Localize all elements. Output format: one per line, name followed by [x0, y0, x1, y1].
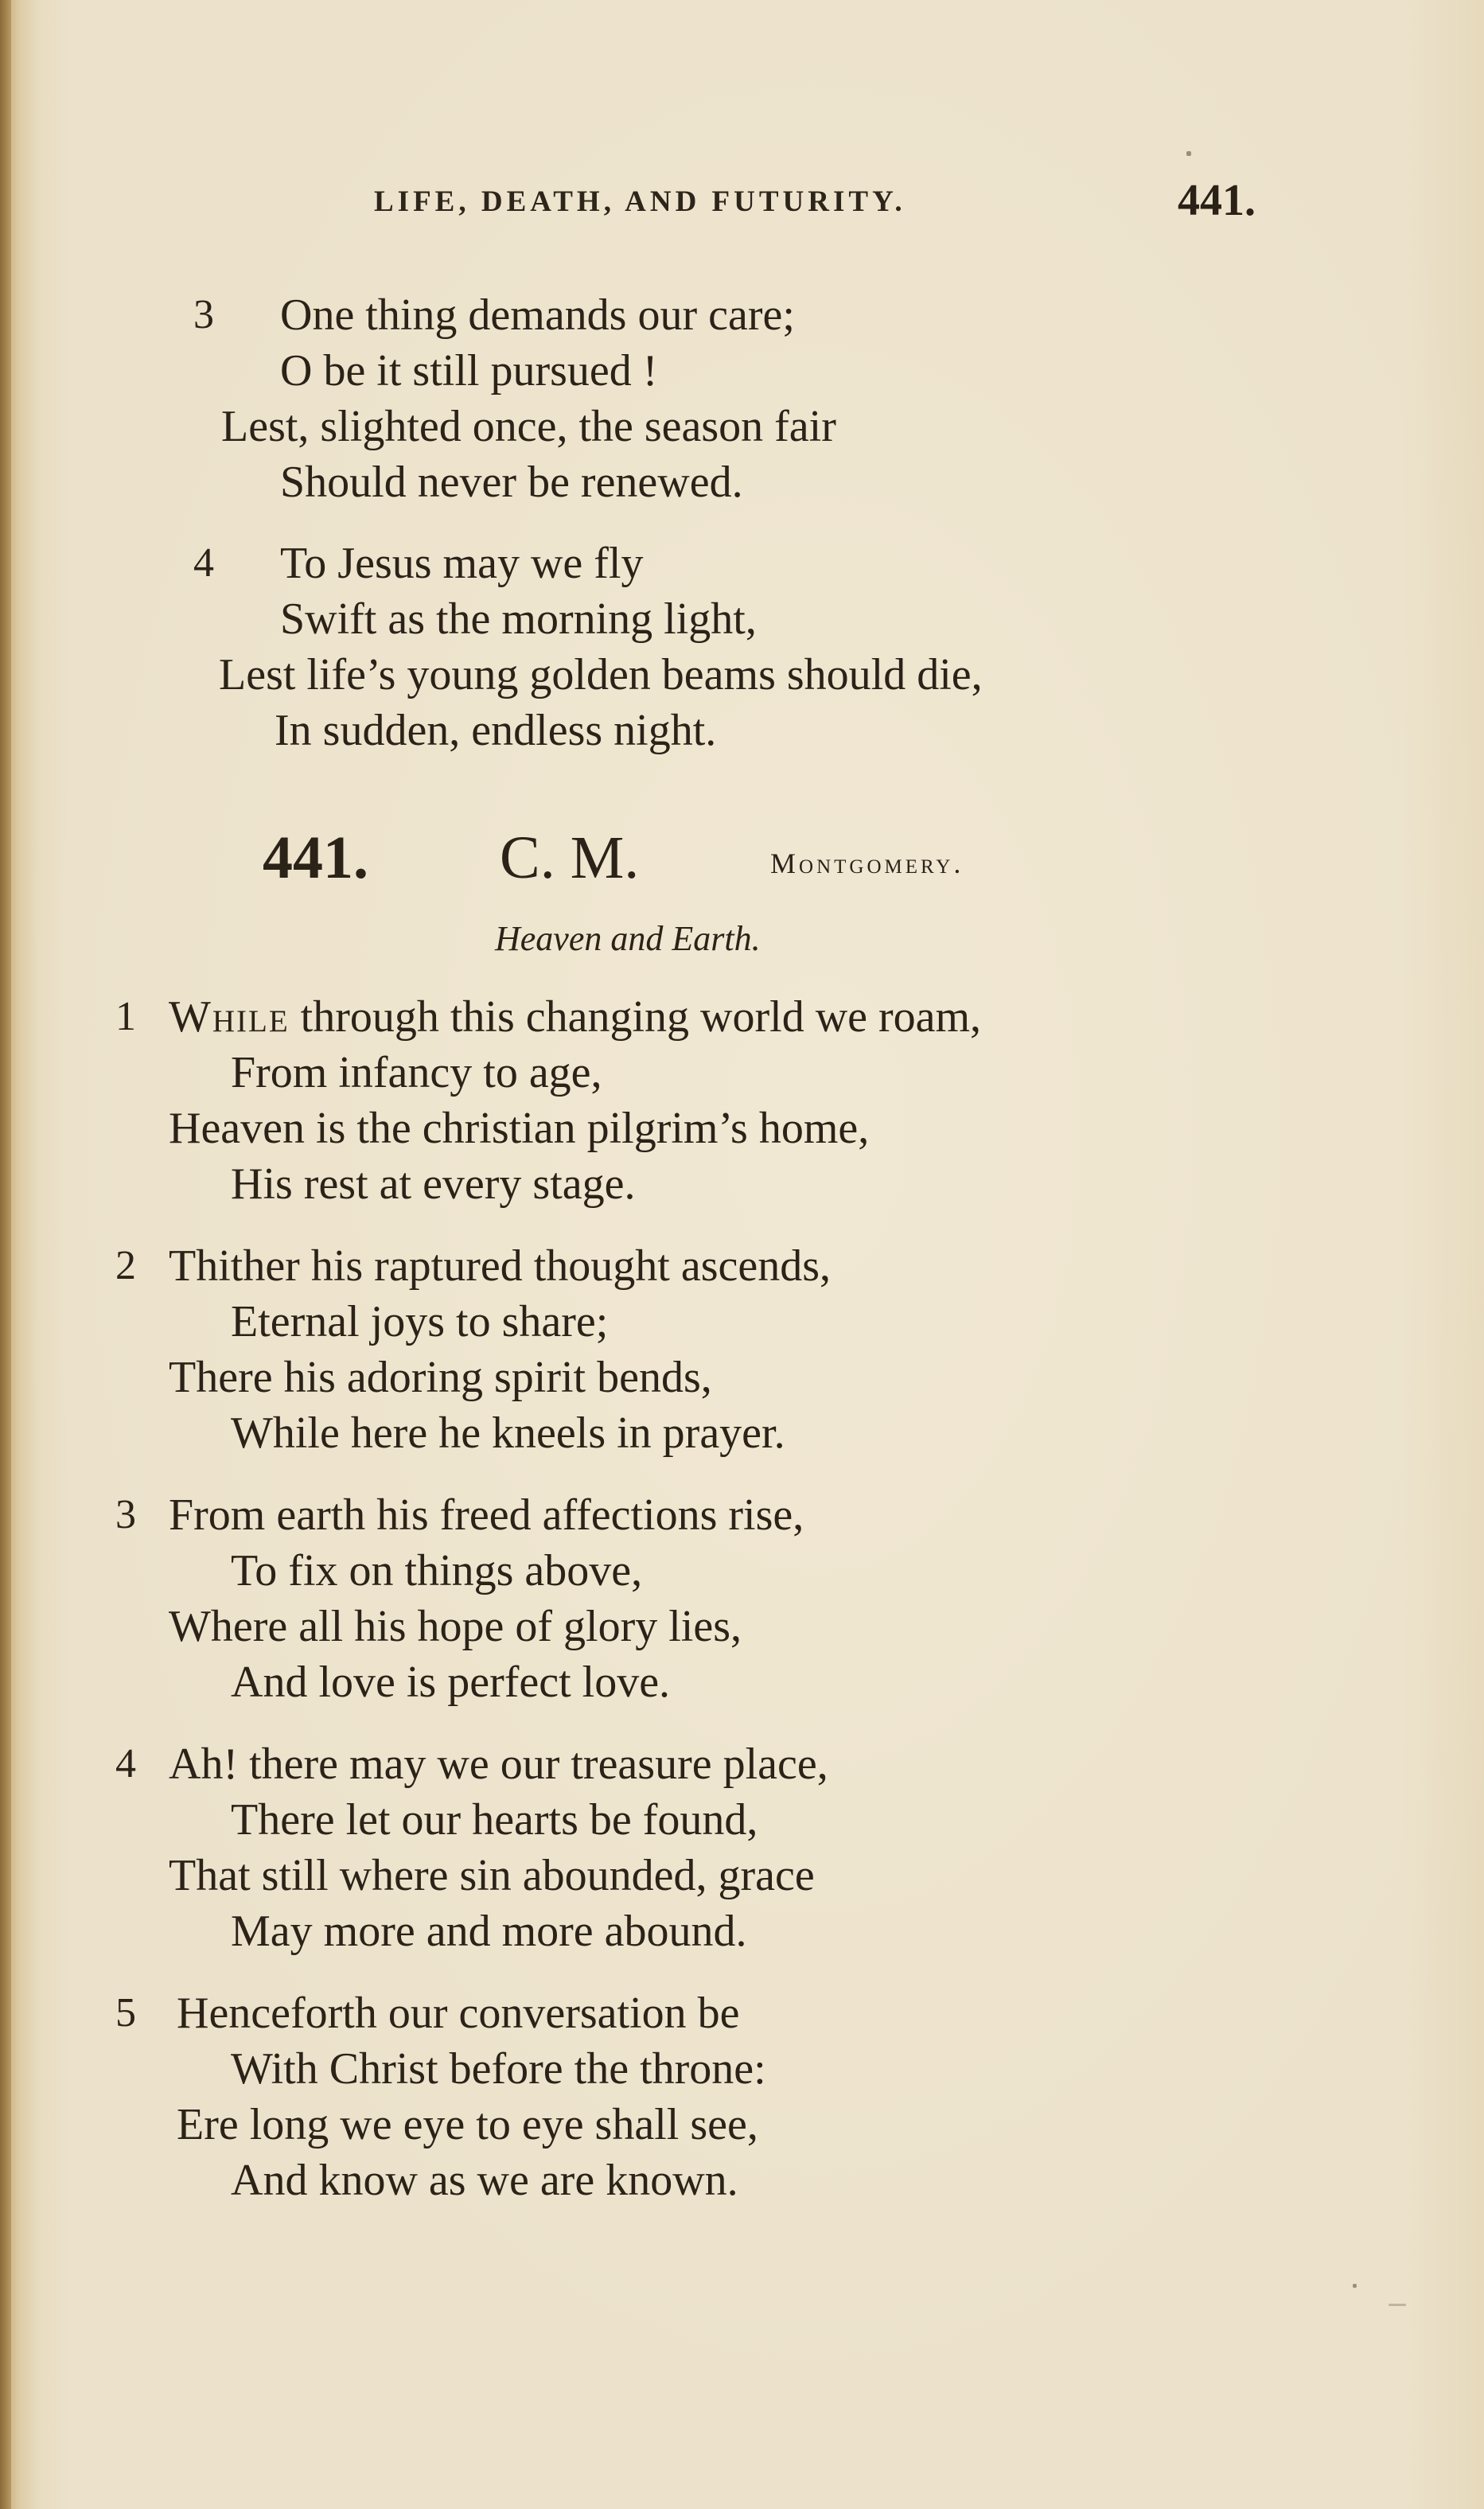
- stanza-number: 4: [193, 540, 214, 586]
- verse-line: To Jesus may we fly: [280, 539, 644, 588]
- stanza-number: 2: [115, 1243, 136, 1288]
- verse-line: There let our hearts be found,: [231, 1795, 758, 1845]
- verse-line: With Christ before the throne:: [231, 2044, 766, 2094]
- verse-line: Should never be renewed.: [280, 458, 743, 507]
- verse-line: Where all his hope of glory lies,: [169, 1602, 742, 1651]
- verse-line: One thing demands our care;: [280, 290, 795, 340]
- verse-line: Ah! there may we our treasure place,: [169, 1740, 828, 1789]
- first-word: While: [169, 992, 290, 1042]
- hymn-number: 441.: [263, 824, 368, 891]
- stanza-number: 4: [115, 1741, 136, 1786]
- stanza-number: 5: [115, 1990, 136, 2036]
- hymn-author: Montgomery.: [770, 847, 964, 879]
- stanza-number: 1: [115, 994, 136, 1039]
- verse-line: Lest life’s young golden beams should die,: [219, 650, 983, 699]
- stanza-number: 3: [193, 292, 214, 337]
- verse-line: Swift as the morning light,: [280, 594, 757, 644]
- stanza-number: 3: [115, 1492, 136, 1537]
- verse-line: Ere long we eye to eye shall see,: [177, 2100, 758, 2149]
- verse-line: May more and more abound.: [231, 1907, 747, 1956]
- verse-line: There his adoring spirit bends,: [169, 1353, 712, 1402]
- verse-line: Heaven is the christian pilgrim’s home,: [169, 1104, 870, 1153]
- page-number: 441.: [1178, 176, 1256, 225]
- verse-line: Henceforth our conversation be: [177, 1989, 740, 2038]
- paper-speck: [1353, 2284, 1357, 2288]
- verse-line: His rest at every stage.: [231, 1159, 636, 1209]
- verse-line: From earth his freed affections rise,: [169, 1490, 804, 1540]
- verse-line: That still where sin abounded, grace: [169, 1851, 815, 1900]
- hymn-subtitle: Heaven and Earth.: [495, 919, 761, 958]
- verse-line: From infancy to age,: [231, 1048, 602, 1097]
- paper-speck: [1389, 2304, 1406, 2306]
- verse-line: And know as we are known.: [231, 2156, 738, 2205]
- binding-edge: [0, 0, 11, 2509]
- running-head: LIFE, DEATH, AND FUTURITY.: [374, 185, 906, 218]
- verse-line-rest: through this changing world we roam,: [289, 992, 982, 1042]
- verse-line: While here he kneels in prayer.: [231, 1408, 785, 1458]
- verse-line: And love is perfect love.: [231, 1658, 671, 1707]
- verse-line: Lest, slighted once, the season fair: [221, 402, 836, 451]
- verse-line: To fix on things above,: [231, 1546, 643, 1595]
- verse-line: O be it still pursued !: [280, 346, 658, 395]
- verse-line: In sudden, endless night.: [275, 706, 717, 755]
- verse-line: Eternal joys to share;: [231, 1297, 609, 1346]
- verse-line: Thither his raptured thought ascends,: [169, 1241, 832, 1291]
- paper-speck: [1186, 151, 1191, 156]
- verse-line: [169, 992, 982, 1042]
- hymn-meter: C. M.: [500, 824, 640, 891]
